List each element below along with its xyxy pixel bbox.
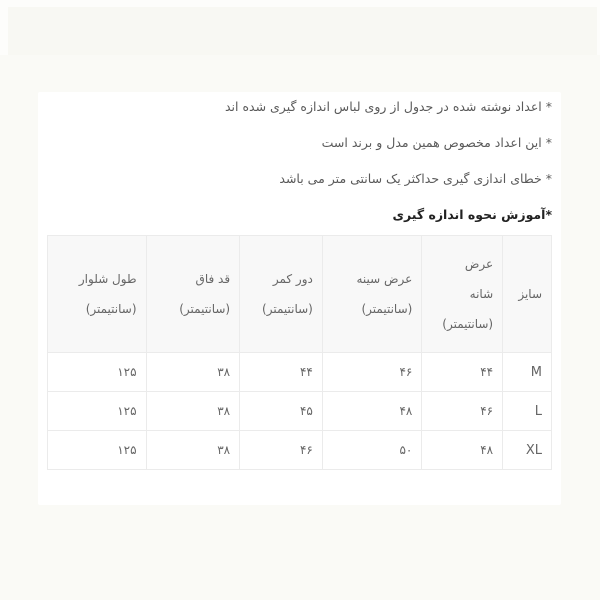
cell-rise: ۳۸ — [146, 353, 240, 392]
cell-size: M — [503, 353, 552, 392]
header-waist — [240, 236, 323, 353]
header-waist-label: دور کمر — [272, 272, 313, 286]
header-shoulder-line2: شانه — [469, 287, 494, 301]
cell-shoulder: ۴۴ — [422, 353, 503, 392]
cell-waist: ۴۵ — [240, 392, 323, 431]
header-rise — [146, 236, 240, 353]
top-band — [0, 0, 600, 55]
table-row — [48, 392, 552, 431]
table-row — [48, 431, 552, 470]
cell-shoulder: ۴۸ — [422, 431, 503, 470]
table-row — [48, 353, 552, 392]
header-length-label: طول شلوار — [78, 272, 137, 286]
header-rise-label: قد فاق — [195, 272, 231, 286]
top-band-inner — [8, 7, 597, 55]
header-size-label: سایز — [518, 287, 542, 301]
cell-waist: ۴۴ — [240, 353, 323, 392]
note-measured-on-garment: * اعداد نوشته شده در جدول از روی لباس اندازه گیری شده اند — [224, 99, 552, 114]
measurement-guide-link[interactable]: *آموزش نحوه اندازه گیری — [392, 207, 552, 222]
cell-chest: ۴۸ — [322, 392, 421, 431]
cell-size: XL — [503, 431, 552, 470]
header-waist-unit: (سانتیمتر) — [262, 302, 313, 316]
cell-shoulder: ۴۶ — [422, 392, 503, 431]
header-length-unit: (سانتیمتر) — [85, 302, 137, 316]
header-length — [48, 236, 147, 353]
header-shoulder — [422, 236, 503, 353]
header-size — [503, 236, 552, 353]
notes-list — [225, 97, 552, 241]
note-measurement-error: * خطای اندازی گیری حداکثر یک سانتی متر می باشد — [279, 171, 552, 186]
cell-chest: ۴۶ — [322, 353, 421, 392]
header-shoulder-unit: (سانتیمتر) — [442, 317, 494, 331]
cell-length: ۱۲۵ — [48, 353, 147, 392]
header-chest — [322, 236, 421, 353]
header-shoulder-line1: عرض — [464, 257, 494, 271]
cell-chest: ۵۰ — [322, 431, 421, 470]
cell-size: L — [503, 392, 552, 431]
cell-rise: ۳۸ — [146, 392, 240, 431]
size-guide-card — [38, 92, 561, 505]
cell-length: ۱۲۵ — [48, 431, 147, 470]
header-chest-unit: (سانتیمتر) — [361, 302, 413, 316]
size-table — [47, 235, 552, 470]
table-header-row — [48, 236, 552, 353]
note-model-specific: * این اعداد مخصوص همین مدل و برند است — [321, 135, 552, 150]
header-rise-unit: (سانتیمتر) — [179, 302, 231, 316]
cell-rise: ۳۸ — [146, 431, 240, 470]
cell-length: ۱۲۵ — [48, 392, 147, 431]
header-chest-label: عرض سینه — [356, 272, 413, 286]
cell-waist: ۴۶ — [240, 431, 323, 470]
